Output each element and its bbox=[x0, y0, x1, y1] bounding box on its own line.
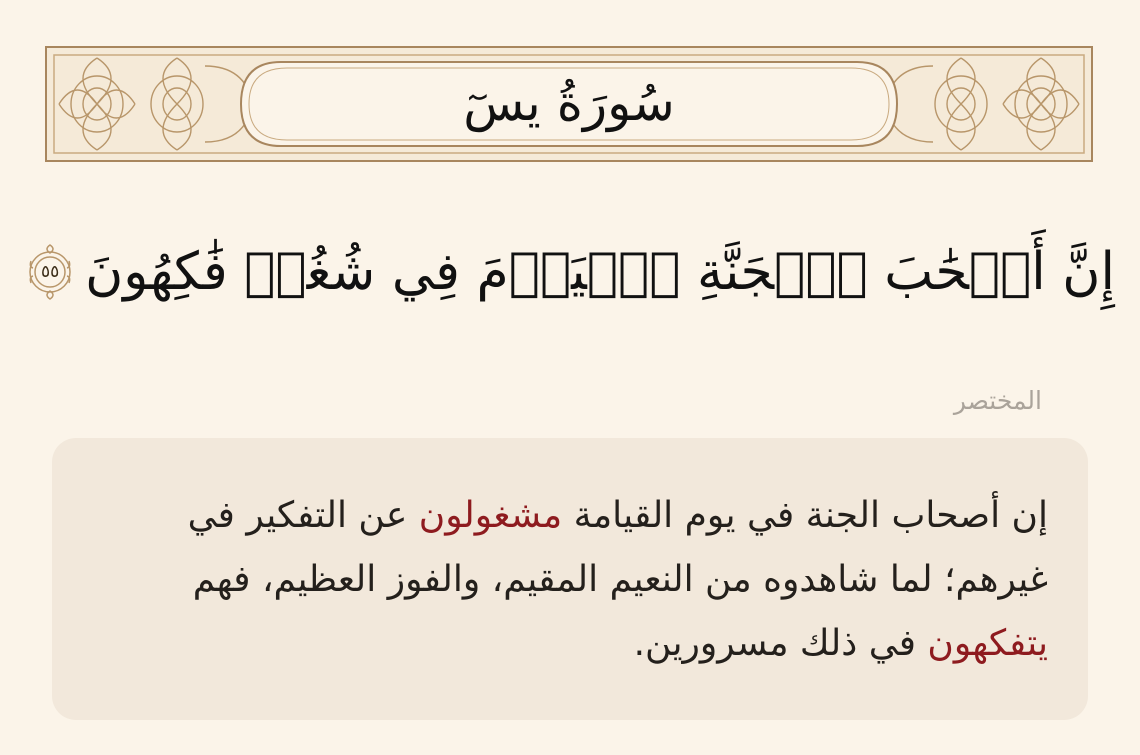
ayah-number-marker bbox=[25, 241, 75, 303]
surah-header-frame bbox=[45, 46, 1093, 162]
tafsir-highlight-word: مشغولون bbox=[418, 495, 563, 536]
verse-text: إِنَّ أَصۡحَٰبَ ٱلۡجَنَّةِ ٱلۡيَوۡمَ فِي شُغُلٖ فَٰكِهُونَ bbox=[85, 242, 1115, 302]
tafsir-segment: عن التفكير في غيرهم؛ لما شاهدوه من النعيم المقيم، والفوز العظيم، فهم bbox=[187, 495, 1048, 600]
tafsir-text bbox=[88, 484, 1048, 676]
tafsir-highlight-word: يتفكهون bbox=[927, 623, 1048, 664]
tafsir-card bbox=[52, 438, 1088, 720]
surah-title: سُورَةُ يسٓ bbox=[463, 74, 675, 132]
tafsir-source-label: المختصر bbox=[953, 386, 1042, 415]
tafsir-segment: في ذلك مسرورين. bbox=[633, 623, 928, 664]
verse-line bbox=[0, 222, 1140, 322]
ayah-number: ٥٥ bbox=[40, 262, 60, 282]
tafsir-segment: إن أصحاب الجنة في يوم القيامة bbox=[562, 495, 1048, 536]
